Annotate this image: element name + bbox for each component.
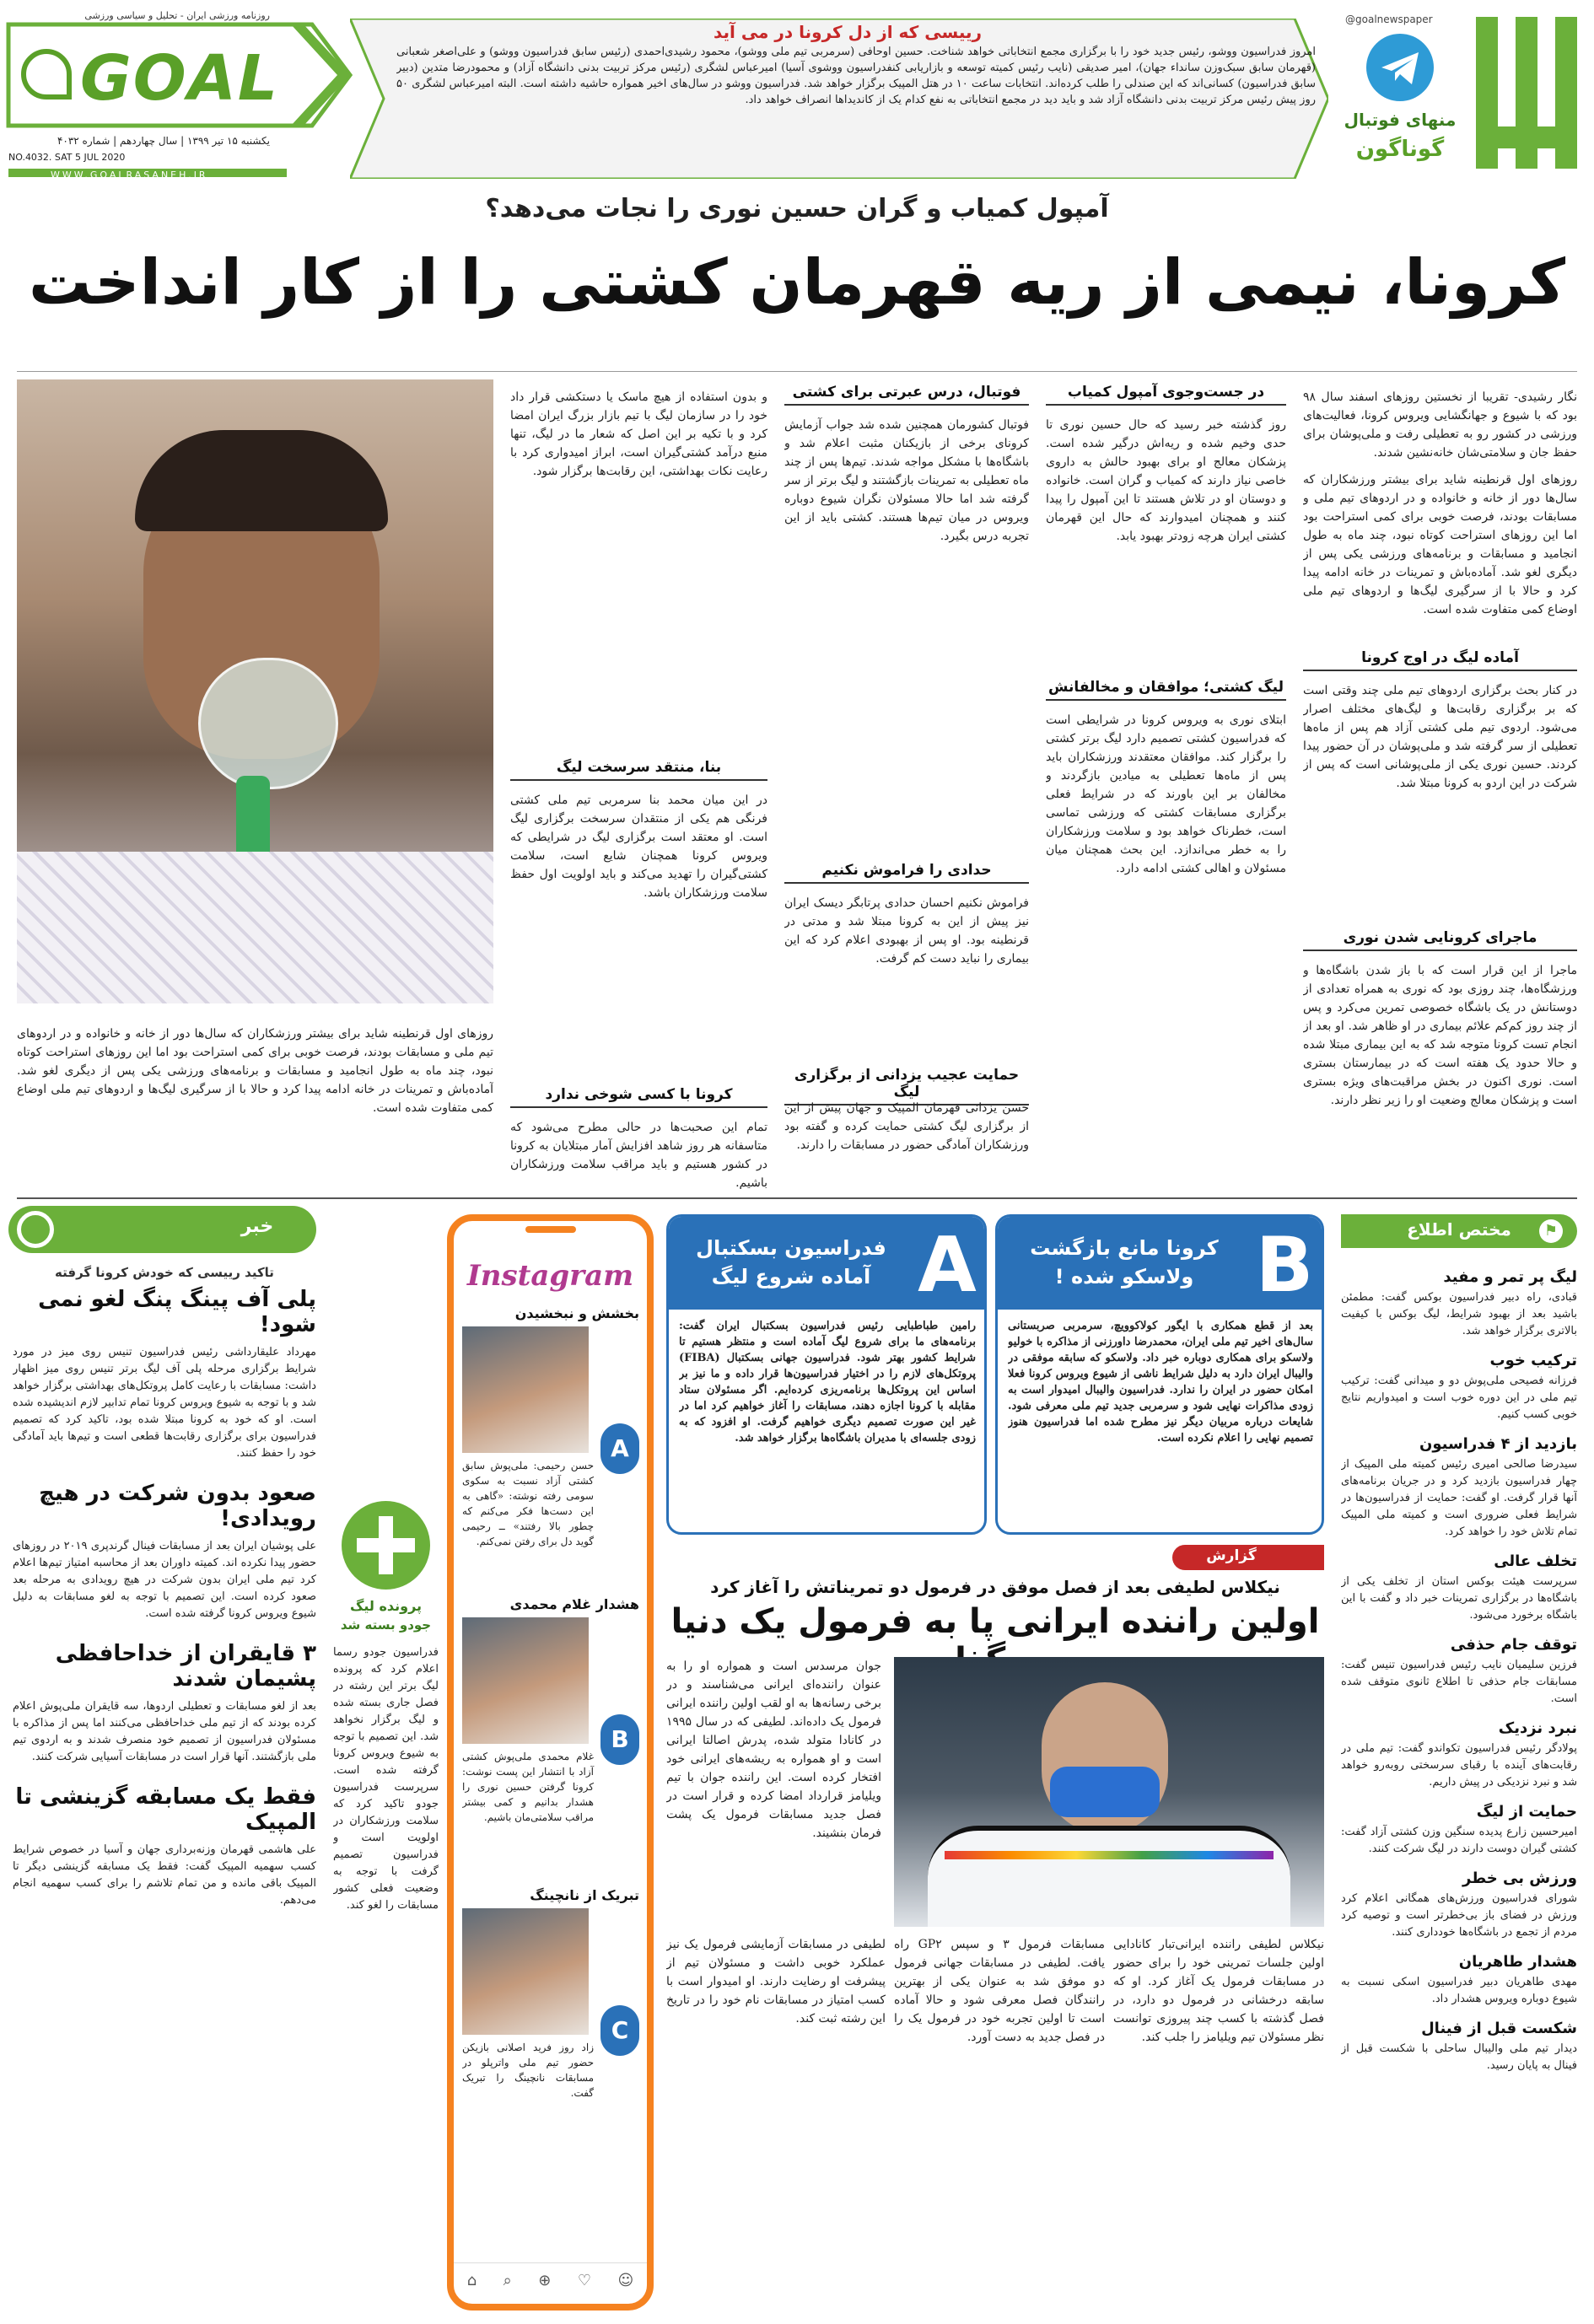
brief-right-text: فرزانه فصیحی ملی‌پوش دو و میدانی گفت: ترکیب تیم ملی در این دوره خوب است و امیدواریم نتایج خوبی کسب کنیم. [1341, 1374, 1577, 1421]
article-col2-text2: ابتلای نوری به ویروس کرونا در شرایطی است که فدراسیون کشتی تصمیم دارد لیگ برتر کشتی را برگزار کند. موافقان معتقدند ورزشکاران باید پس از ماه‌ها تعطیلی به میادین بازگردند و مخالفان بر این باورند که در شرایط فعلی برگزاری مسابقات کشتی که ورزشی تماسی است، خطرناک خواهد بود و سلامت ورزشکاران را به خطر می‌اندازد. این بحث همچنان میان مسئولان و اهالی کشتی ادامه دارد. [1046, 713, 1286, 875]
brief-right-title: شکست قبل از فینال [1421, 2020, 1577, 2037]
instagram-logo: Instagram [466, 1259, 634, 1293]
article-col4-text2: در این میان محمد بنا سرمربی تیم ملی کشتی فرنگی هم یکی از منتقدان سرسخت برگزاری لیگ است. او معتقد است برگزاری لیگ در شرایطی که ویروس کرونا همچنان شایع است، سلامت کشتی‌گیران را تهدید می‌کند و باید اولویت اول حفظ سلامت ورزشکاران باشد. [510, 793, 767, 900]
brief-left-text: علی پوشیان ایران بعد از مسابقات فینال گرندپری ۲۰۱۹ در روزهای حضور پیدا نکرده اند. کمیته داوران بعد از محاسبه امتیاز تیم‌ها اعلام کرد تیم ملی ایران بدون شرکت در هیچ رویدادی به مرحله بعد صعود کرده است. این تصمیم با توجه به لغو مسابقات به دلیل شیوع ویروس کرونا گرفته شده است. [13, 1540, 316, 1620]
article-col1-text3: ماجرا از این قرار است که با باز شدن باشگاه‌ها و ورزشگاه‌ها، چند روزی بود که نوری به همراه تعدادی از دوستانش در یک باشگاه خصوصی تمرین می‌کرد و پس از چند روز کم‌کم علائم بیماری در او ظاهر شد. او بعد از انجام تست کرونا متوجه شد که به این بیماری مبتلا شده و حالا حدود یک هفته است که در بیمارستان بستری است. نوری اکنون در بخش مراقبت‌های ویژه بستری است و پزشکان معالج وضعیت او را زیر نظر دارند. [1303, 964, 1577, 1107]
article-under-photo: روزهای اول قرنطینه شاید برای بیشتر ورزشکاران که سال‌ها دور از خانه و خانواده و در اردوهای تیم ملی و مسابقات بودند، فرصت خوبی برای کمی استراحت بود اما این روزهای استراحت کوتاه نبود، چند ماه به طول انجامید و مسابقات و برنامه‌های ورزشی یکی پس از دیگری لغو شد. آماده‌باش و تمرینات در خانه ادامه پیدا کرد و حالا با از سرگیری لیگ‌ها و اردوهای تیم ملی اوضاع کمی متفاوت شده است. [17, 1027, 493, 1115]
logo-text: GOAL [80, 42, 280, 115]
col2-subhead-2: لیگ کشتی؛ موافقان و مخالفانش [1046, 679, 1286, 701]
photo-hair [135, 430, 388, 531]
instagram-post-caption: غلام محمدی ملی‌پوش کشتی آزاد با انتشار این پست نوشت: کرونا گرفتن حسین نوری را هشدار بدانیم و کمی بیشتر مراقب سلامتی‌مان باشیم. [462, 1751, 594, 1823]
website-text: WWW.GOALRASANEH.IR [51, 169, 208, 177]
report-headline: اولین راننده ایرانی پا به فرمول یک دنیا [670, 1602, 1320, 1641]
brief-right-title: هشدار طاهریان [1458, 1953, 1577, 1971]
panel-a-letter: A [918, 1221, 977, 1310]
car-cockpit [928, 1826, 1290, 1927]
brief-left-text: علی هاشمی قهرمان وزنه‌برداری جهان و آسیا در خصوص شرایط کسب سهمیه المپیک گفت: فقط یک مسابقه گزینشی دیگر تا المپیک باقی مانده و من تمام تلاشم را برای کسب سهمیه انجام می‌دهم. [13, 1843, 316, 1907]
sidebar-pick-text: فدراسیون جودو رسما اعلام کرد که پرونده لیگ برتر این رشته در فصل جاری بسته شده و لیگ برگزار نخواهد شد. این تصمیم با توجه به شیوع ویروس کرونا گرفته شده است. سرپرست فدراسیون جودو تاکید کرد که سلامت ورزشکاران در اولویت است و فدراسیون تصمیم گرفت با توجه به وضعیت فعلی کشور مسابقات را لغو کند. [333, 1646, 439, 1912]
panel-a [666, 1214, 987, 1535]
brief-right-column [1341, 1214, 1577, 2311]
report-text-1: جوان مرسدس است و همواره او را به عنوان راننده‌ای ایرانی می‌شناسند و در برخی رسانه‌ها به او لقب اولین راننده ایرانی فرمول یک داده‌اند. لطیفی که در سال ۱۹۹۵ در کانادا متولد شده، پدرش اصالتا ایرانی است و او همواره به ریشه‌های ایرانی خود افتخار کرده است. این راننده جوان با تیم ویلیامز قرارداد امضا کرده و قرار است در فصل جدید مسابقات فرمول یک پشت فرمان بنشیند. [666, 1660, 881, 1840]
heart-icon[interactable]: ♡ [577, 2271, 591, 2289]
brief-left-item [13, 1641, 316, 1766]
report-label: گزارش [1206, 1547, 1257, 1564]
brief-right-text: فرزین سلیمیان نایب رئیس فدراسیون تنیس گفت: مسابقات جام حذفی تا اطلاع ثانوی متوقف شده است. [1341, 1659, 1577, 1705]
section-block [1341, 8, 1586, 177]
brief-left-kicker: تاکید رییسی که خودش کرونا گرفته [55, 1265, 274, 1280]
col1-subhead-1: آماده لیگ در اوج کرونا [1303, 649, 1577, 671]
main-photo [17, 379, 493, 1003]
rainbow-stripe [945, 1851, 1274, 1859]
article-col3-text1: فوتبال کشورمان همچنین شده شد جواب آزمایش کرونای برخی از بازیکنان مثبت اعلام شد و باشگاه‌ها با مشکل مواجه شدند. تیم‌ها پس از چند ماه تعطیلی به تمرینات بازگشتند و لیگ برتر از سر گرفته شد اما حالا مسئولان نگران شیوع دوباره ویروس در میان تیم‌ها هستند. کشتی باید از این تجربه درس بگیرد. [784, 418, 1029, 543]
brief-left-title: صعود بدون شرکت در هیچ رویدادی! [39, 1481, 316, 1531]
brief-right-title: نبرد نزدیک [1498, 1719, 1577, 1737]
instagram-post-badge: C [600, 2005, 639, 2056]
brief-left-column [8, 1197, 325, 2311]
phone-toolbar [454, 2262, 647, 2297]
logo-block [0, 8, 354, 177]
brief-right-list [1341, 1256, 1577, 2302]
plus-circle-icon [342, 1501, 430, 1590]
driver-mask-icon [1050, 1767, 1160, 1817]
brief-left-ring-icon [17, 1211, 54, 1248]
brief-right-item [1341, 1719, 1577, 1791]
section-name: منهای فوتبال [1344, 110, 1457, 130]
report-text-4: لطیفی در مسابقات آزمایشی فرمول یک نیز عملکرد خوبی داشت و مسئولان تیم از پیشرفت او رضایت دارند. او امیدوار است با کسب امتیاز در مسابقات نام خود را در تاریخ این رشته ثبت کند. [666, 1938, 886, 2025]
brief-right-item [1341, 1552, 1577, 1624]
instagram-post [462, 1887, 639, 2166]
home-icon[interactable]: ⌂ [466, 2271, 477, 2289]
col3-subhead-1: فوتبال، درس عبرتی برای کشتی [784, 384, 1029, 406]
panel-b-title: کرونا مانع بازگشت ولاسکو شده ! [1030, 1236, 1219, 1288]
brief-right-label: مختص اطلاع [1407, 1219, 1511, 1240]
col1-subhead-2: ماجرای کرونایی شدن نوری [1303, 929, 1577, 951]
instagram-post-caption: حسن رحیمی: ملی‌پوش سابق کشتی آزاد نسبت به سکوی سومی رفته نوشته: «گاهی به این دست‌ها فکر می‌کنم که چطور بالا رفتند» ــ رحیمی گوید دل برای رفتن نمی‌کنم. [462, 1460, 594, 1547]
report-kicker: نیکلاس لطیفی بعد از فصل موفق در فرمول دو تمریناتش را آغاز کرد [710, 1577, 1280, 1597]
brief-right-title: حمایت از لیگ [1476, 1803, 1577, 1821]
article-col3-text3: حسن یزدانی قهرمان المپیک و جهان پیش از این از برگزاری لیگ کشتی حمایت کرده و گفته بود ورزشکاران آمادگی حضور در مسابقات را دارند. [784, 1101, 1029, 1152]
brief-right-title: توقف جام حذفی [1450, 1636, 1577, 1654]
channel-handle: @goalnewspaper [1345, 13, 1433, 25]
col2-subhead-1: در جست‌وجوی آمپول کمیاب [1046, 384, 1286, 406]
lead-title: رییسی که از دل کرونا در می آید [713, 22, 983, 42]
brief-right-item [1341, 1636, 1577, 1708]
add-post-icon[interactable]: ⊕ [538, 2271, 552, 2289]
article-byline: نگار رشیدی- تقریبا از نخستین روزهای اسفند سال ۹۸ بود که با شیوع و جهانگشایی ویروس کرونا، فعالیت‌های ورزشی در کشور رو به تعطیلی رفت و ملی‌پوشان برای حفظ جان و سلامتی‌شان خانه‌نشین شدند. [1303, 390, 1577, 460]
instagram-post-image [462, 1326, 589, 1453]
lead-text: امروز فدراسیون ووشو، رئیس جدید خود را با برگزاری مجمع انتخاباتی خواهد شناخت. حسین اوحافی (سرمربی تیم ملی ووشو)، محمود رشیدی‌احمدی (رئیس سابق فدراسیون ووشو) و علی‌اصغر شعبانی (قهرمان سابق سبک‌وزن سانداء جهان)، امیر صدیقی (نایب رئیس کمیته توسعه و بازاریابی کنفدراسیون ووشوی آسیا) امیرعباس لشگری (رئیس مرکز تربیت بدنی دانشگاه آزاد) و محمودرضا متدین (دبیر سابق فدراسیون) کسانی‌اند که این صندلی را طلب کرده‌اند. انتخابات ساعت ۱۰ در هتل المپیک برگزار خواهد شد. فدراسیون ووشو در سال‌های اخیر همواره حاشیه داشته است. البته امیرعباس لشگری ۵۰ روز پیش رئیس مرکز تربیت بدنی دانشگاه آزاد شد و باید دید در مجمع انتخاباتی به نفع کدام یک از کاندیداها انصراف خواهد داد. [396, 46, 1316, 106]
sidebar-pick [333, 1501, 439, 2302]
report-text-3: مسابقات فرمول ۳ و سپس GP۲ راه یافت. لطیفی در مسابقات جهانی فرمول دو موفق شد به عنوان یکی از بهترین رانندگان فصل معرفی شود و حالا آماده است تا اولین تجربه خود در فرمول یک را در فصل جدید به دست آورد. [894, 1938, 1105, 2044]
instagram-post-caption: زاد روز فرید اصلانی بازیکن حضور تیم ملی واترپلو در مسابقات نانچینگ را تبریک گفت. [462, 2042, 594, 2099]
brief-left-title: پلی آف پینگ پنگ لغو نمی شود! [38, 1287, 316, 1337]
brief-right-title: تخلف عالی [1494, 1552, 1577, 1570]
phone-notch [525, 1226, 576, 1233]
brief-right-item [1341, 1803, 1577, 1858]
hospital-gown [17, 852, 493, 1003]
brief-right-text: سیدرضا صالحی امیری رئیس کمیته ملی المپیک از چهار فدراسیون بازدید کرد و در جریان برنامه‌های آنها قرار گرفت. او گفت: حمایت از فدراسیون‌ها در شرایط فعلی ضروری است و کمیته ملی المپیک تمام تلاش خود را خواهد کرد. [1341, 1458, 1577, 1538]
brief-right-icon: ⚑ [1539, 1219, 1563, 1243]
brief-right-title: لیگ پر تمر و مفید [1443, 1268, 1577, 1286]
brief-right-item [1341, 1268, 1577, 1340]
oxygen-mask-icon [198, 658, 338, 789]
brief-right-text: دیدار تیم ملی والیبال ساحلی با شکست قبل از فینال به پایان رسید. [1341, 2042, 1577, 2072]
main-headline: کرونا، نیمی از ریه قهرمان کشتی را از کار انداخت [28, 246, 1566, 319]
date-line: یکشنبه ۱۵ تیر ۱۳۹۹ | سال چهاردهم | شماره ۴۰۳۲ [57, 135, 270, 147]
brief-left-label: خبر [240, 1216, 274, 1237]
article-col1-text2: در کنار بحث برگزاری اردوهای تیم ملی چند وقتی است که بر برگزاری رقابت‌ها و لیگ‌های مختلف اصرار می‌شود. اردوی تیم ملی کشتی آزاد هم پس از ماه‌ها تعطیلی از سر گرفته شد و ملی‌پوشان در آن حضور پیدا کردند. حسین نوری یکی از ملی‌پوشانی است که پس از شرکت در این اردو به کرونا مبتلا شد. [1303, 684, 1577, 790]
instagram-post-image [462, 1617, 589, 1744]
brief-left-list [13, 1265, 316, 2302]
article-col3-text2: فراموش نکنیم احسان حدادی پرتابگر دیسک ایران نیز پیش از این به کرونا مبتلا شد و مدتی در قرنطینه بود. او پس از بهبودی اعلام کرد که این بیماری را نباید دست کم گرفت. [784, 896, 1029, 966]
section-sub: گوناگون [1355, 137, 1445, 162]
brief-right-title: ترکیب خوب [1489, 1352, 1577, 1369]
panel-b-letter: B [1255, 1221, 1314, 1310]
brief-right-item [1341, 2020, 1577, 2074]
brief-left-title: ۳ قایقران از خداحافظی پشیمان شدند [55, 1641, 316, 1692]
brief-right-text: پولادگر رئیس فدراسیون تکواندو گفت: تیم ملی در رقابت‌های آینده با رقبای سرسختی روبه‌رو خواهد شد و نبرد نزدیکی در پیش داریم. [1341, 1742, 1577, 1789]
col3-subhead-3: حمایت عجیب یزدانی از برگزاری لیگ [784, 1067, 1029, 1106]
brief-right-item [1341, 1435, 1577, 1541]
panel-b [995, 1214, 1324, 1535]
profile-icon[interactable]: ☺ [617, 2271, 634, 2289]
article-col2-text1: روز گذشته خبر رسید که حال حسین نوری تا حدی وخیم شده و ریه‌اش درگیر شده است. پزشکان معالج او برای بهبود حالش به داروی خاصی نیاز دارند که کمیاب و گران است. خانواده و دوستان او در تلاش هستند تا این آمپول را پیدا کنند و همچنان امیدوارند که حال این قهرمان کشتی ایران هرچه زودتر بهبود یابد. [1046, 418, 1286, 543]
col3-subhead-2: حدادی را فراموش نکنیم [784, 862, 1029, 884]
brief-right-text: امیرحسین زارع پدیده سنگین وزن کشتی آزاد گفت: کشتی گیران دوست دارند در لیگ شرکت کنند. [1341, 1826, 1577, 1855]
brief-right-item [1341, 1869, 1577, 1941]
brief-right-text: قبادی، راه دبیر فدراسیون بوکس گفت: مطمئن باشید بعد از بهبود شرایط، لیگ بوکس با کیفیت بالاتری برگزار خواهد شد. [1341, 1291, 1577, 1337]
instagram-post-title: بخشش و نبخشیدن [514, 1305, 639, 1321]
col4-subhead-2: کرونا با کسی شوخی ندارد [510, 1086, 767, 1108]
search-icon[interactable]: ⌕ [503, 2271, 512, 2289]
article-top-rule [17, 371, 1577, 372]
sidebar-pick-subtitle: جودو بسته شد [340, 1617, 432, 1633]
instagram-post [462, 1305, 639, 1584]
instagram-post-badge: B [600, 1714, 639, 1765]
article-col4-text3: تمام این صحبت‌ها در حالی مطرح می‌شود که متاسفانه هر روز شاهد افزایش آمار مبتلایان به کرونا در کشور هستیم و باید مراقب سلامت ورزشکاران باشیم. [510, 1121, 767, 1189]
panel-a-text: رامین طباطبایی رئیس فدراسیون بسکتبال ایران گفت: برنامه‌های ما برای شروع لیگ آماده است و منتظر هستیم تا شرایط کشور بهتر شود. فدراسیون جهانی بسکتبال (FIBA) پروتکل‌های لازم را در اختیار فدراسیون‌ها قرار داده و ما نیز بر اساس این پروتکل‌ها برنامه‌ریزی کرده‌ایم. اگر مسئولان ستاد مقابله با کرونا اجازه دهند، مسابقات را آغاز خواهیم کرد اما در غیر این صورت تصمیم دیگری خواهیم گرفت. او افزود که به زودی جلسه‌ای با مدیران باشگاه‌ها برگزار خواهد شد. [679, 1320, 976, 1444]
brief-left-item [13, 1481, 316, 1622]
brief-left-item [13, 1265, 316, 1462]
brief-left-title: فقط یک مسابقه گزینشی تا المپیک [15, 1784, 316, 1835]
instagram-phone [447, 1214, 654, 2311]
section-symbol [1476, 17, 1577, 169]
instagram-post-badge: A [600, 1423, 639, 1474]
brief-right-item [1341, 1953, 1577, 2008]
main-kicker: آمپول کمیاب و گران حسین نوری را نجات می‌دهد؟ [485, 194, 1109, 223]
instagram-post-title: هشدار غلام محمدی [509, 1596, 639, 1612]
brief-right-text: شورای فدراسیون ورزش‌های همگانی اعلام کرد ورزش در فضای باز بی‌خطرتر است و توصیه کرد مردم از تجمع در باشگاه‌ها خودداری کنند. [1341, 1892, 1577, 1939]
instagram-post [462, 1596, 639, 1875]
brief-right-text: مهدی طاهریان دبیر فدراسیون اسکی نسبت به شیوع دوباره ویروس هشدار داد. [1341, 1976, 1577, 2005]
masthead [0, 0, 1594, 190]
logo-arabic-mark [21, 49, 72, 100]
panel-b-text: بعد از قطع همکاری با ایگور کولاکوویچ، سرمربی صربستانی سال‌های اخیر تیم ملی ایران، محمدرضا داورزنی از مذاکره با خولیو ولاسکو برای همکاری دوباره خبر داد. ولاسکو که سابقه موفقی در والیبال ایران دارد به دلیل شرایط ناشی از شیوع ویروس کرونا فعلا امکان حضور در ایران را ندارد. فدراسیون والیبال امیدوار است به زودی مذاکرات نهایی شود و سرمربی جدید تیم ملی معرفی شود. شایعات درباره مربیان دیگر نیز مطرح شده اما فدراسیون هنوز تصمیم نهایی را اعلام نکرده است. [1008, 1320, 1313, 1444]
masthead-tagline: روزنامه ورزشی ایران - تحلیل و سیاسی ورزشی [84, 10, 270, 21]
brief-right-title: بازدید از ۴ فدراسیون [1419, 1435, 1577, 1453]
instagram-posts [462, 1305, 639, 2250]
report-text-2: نیکلاس لطیفی راننده ایرانی‌تبار کانادایی اولین جلسات تمرینی خود را برای حضور در مسابقات فرمول یک آغاز کرد. او که سابقه درخشانی در فرمول دو دارد، در فصل گذشته با کسب چند پیروزی توانست نظر مسئولان تیم ویلیامز را جلب کند. [1113, 1938, 1324, 2044]
instagram-post-image [462, 1908, 589, 2035]
brief-left-item [13, 1784, 316, 1909]
brief-right-title: ورزش بی خطر [1462, 1869, 1577, 1887]
col4-subhead-1: بنا، منتقد سرسخت لیگ [510, 759, 767, 781]
date-en: NO.4032. SAT 5 JUL 2020 [8, 152, 126, 163]
article-col4-text1: و بدون استفاده از هیچ ماسک یا دستکشی قرار داد خود را در سازمان لیگ با تیم بازار بزرگ ایران امضا کرد و با تکیه بر این اصل که شعار ما در لیگ، تنها منبع درآمد کشتی‌گیران است، ابراز امیدواری کرد با رعایت نکات بهداشتی، این رقابت‌ها برگزار شود. [510, 390, 767, 478]
brief-right-item [1341, 1352, 1577, 1423]
article-col1-text: روزهای اول قرنطینه شاید برای بیشتر ورزشکاران که سال‌ها دور از خانه و خانواده و در اردوهای تیم ملی و مسابقات بودند، فرصت خوبی برای کمی استراحت بود اما این روزهای استراحت کوتاه نبود، چند ماه به طول انجامید و مسابقات و برنامه‌های ورزشی یکی پس از دیگری لغو شد. آماده‌باش و تمرینات در خانه ادامه پیدا کرد و حالا با از سرگیری لیگ‌ها و اردوهای تیم ملی اوضاع کمی متفاوت شده است. [1303, 473, 1577, 616]
telegram-icon[interactable] [1366, 34, 1434, 101]
panel-a-title: فدراسیون بسکتبال آماده شروع لیگ [696, 1236, 886, 1288]
sidebar-pick-title: پرونده لیگ [349, 1598, 423, 1614]
report-photo [894, 1657, 1324, 1927]
brief-left-text: بعد از لغو مسابقات و تعطیلی اردوها، سه قایقران ملی‌پوش اعلام کرده بودند که از تیم ملی خداحافظی می‌کنند اما پس از مذاکره با مسئولان فدراسیون از تصمیم خود منصرف شدند و به اردوی تیم ملی بازگشتند. آنها قرار است در مسابقات آسیایی شرکت کنند. [13, 1700, 316, 1763]
brief-right-text: سرپرست هیئت بوکس استان از تخلف یکی از باشگاه‌ها در برگزاری تمرینات خبر داد و گفت با این باشگاه برخورد می‌شود. [1341, 1575, 1577, 1622]
brief-left-text: مهرداد علیقارداشی رئیس فدراسیون تنیس روی میز در مورد شرایط برگزاری مرحله پلی آف لیگ برتر تنیس روی میز اظهار داشت: مسابقات با رعایت کامل پروتکل‌های بهداشتی برگزار خواهد شد و با توجه به شیوع ویروس کرونا تمام تدابیر لازم اندیشیده شده است. او که خود به کرونا مبتلا شده بود، تاکید کرد که تصمیم فدراسیون برای برگزاری رقابت‌ها قطعی است و تیم‌ها باید آمادگی خود را حفظ کنند. [13, 1346, 316, 1460]
instagram-post-title: تبریک از نانچینگ [530, 1887, 639, 1903]
